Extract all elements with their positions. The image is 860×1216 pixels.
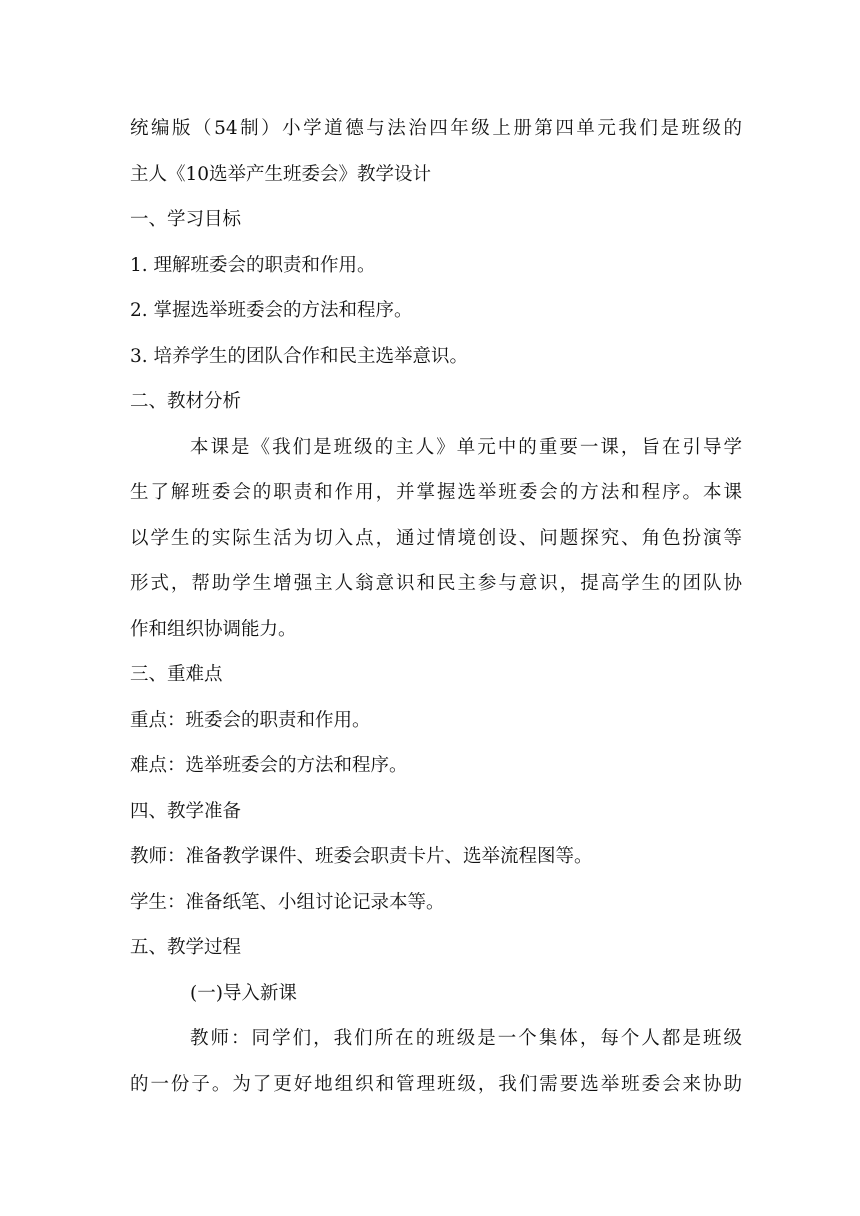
document-page: [130, 106, 742, 1107]
student-preparation-text: 学生：准备纸笔、小组讨论记录本等。: [130, 891, 445, 913]
section-heading-process: 五、教学过程: [130, 937, 242, 958]
key-point-text: 重点：班委会的职责和作用。: [130, 709, 371, 731]
process-para-line-1: 教师：同学们，我们所在的班级是一个集体，每个人都是班级: [190, 1028, 742, 1049]
teacher-preparation-text: 教师：准备教学课件、班委会职责卡片、选举流程图等。: [130, 846, 593, 867]
analysis-para-line-5: 作和组织协调能力。: [130, 618, 297, 640]
analysis-para-line-1: 本课是《我们是班级的主人》单元中的重要一课，旨在引导学: [190, 436, 742, 458]
section-heading-key-points: 三、重难点: [130, 664, 223, 685]
doc-title-line-1: 统编版（54制）小学道德与法治四年级上册第四单元我们是班级的: [130, 118, 742, 139]
doc-title-line-2: 主人《10选举产生班委会》教学设计: [130, 163, 432, 185]
process-para-line-2: 的一份子。为了更好地组织和管理班级，我们需要选举班委会来协助: [130, 1073, 742, 1095]
analysis-para-line-2: 生了解班委会的职责和作用，并掌握选举班委会的方法和程序。本课: [130, 482, 742, 503]
section-heading-preparation: 四、教学准备: [130, 800, 242, 822]
analysis-para-line-3: 以学生的实际生活为切入点，通过情境创设、问题探究、角色扮演等: [130, 527, 742, 549]
difficulty-text: 难点：选举班委会的方法和程序。: [130, 755, 408, 776]
section-heading-objectives: 一、学习目标: [130, 209, 242, 230]
objective-item-1: 1. 理解班委会的职责和作用。: [130, 254, 376, 276]
objective-item-2: 2. 掌握选举班委会的方法和程序。: [130, 300, 413, 321]
section-heading-analysis: 二、教材分析: [130, 391, 242, 412]
analysis-para-line-4: 形式，帮助学生增强主人翁意识和民主参与意识，提高学生的团队协: [130, 573, 742, 594]
sub-heading-introduction: (一)导入新课: [190, 982, 297, 1004]
objective-item-3: 3. 培养学生的团队合作和民主选举意识。: [130, 345, 469, 367]
